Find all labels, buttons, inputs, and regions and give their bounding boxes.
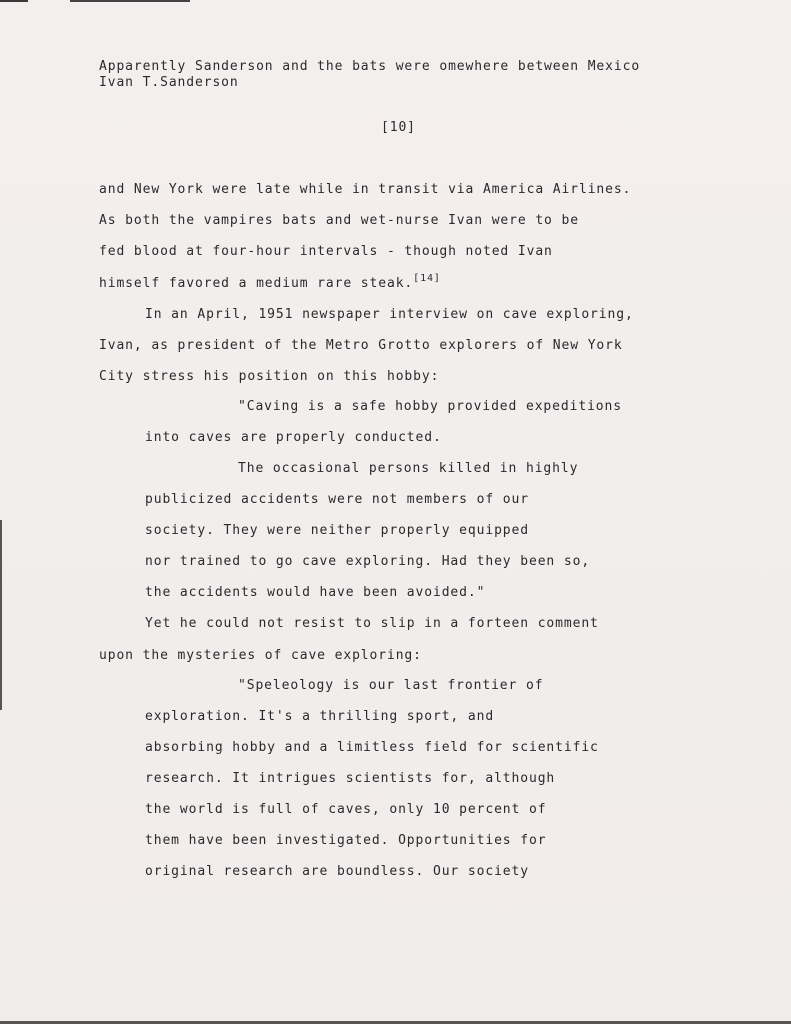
scan-left-edge bbox=[0, 520, 2, 710]
quote-line: into caves are properly conducted. bbox=[145, 430, 442, 445]
text-line: Ivan, as president of the Metro Grotto explorers of New York bbox=[99, 338, 623, 353]
page-number: [10] bbox=[381, 120, 416, 135]
quote-line: society. They were neither properly equipped bbox=[145, 523, 529, 538]
footnote-reference: [14] bbox=[413, 273, 441, 284]
text-line: upon the mysteries of cave exploring: bbox=[99, 648, 422, 663]
quote-line: absorbing hobby and a limitless field for scientific bbox=[145, 740, 599, 755]
header-line-2: Ivan T.Sanderson bbox=[99, 75, 239, 90]
quote-line: "Caving is a safe hobby provided expeditions bbox=[238, 399, 622, 414]
text-line: himself favored a medium rare steak. bbox=[99, 276, 414, 291]
quote-line: original research are boundless. Our society bbox=[145, 864, 529, 879]
text-line-with-footnote bbox=[99, 273, 441, 292]
paragraph-start: In an April, 1951 newspaper interview on cave exploring, bbox=[145, 307, 634, 322]
header-line-1: Apparently Sanderson and the bats were omewhere between Mexico bbox=[99, 59, 641, 74]
text-line: City stress his position on this hobby: bbox=[99, 369, 440, 384]
quote-line: the world is full of caves, only 10 percent of bbox=[145, 802, 547, 817]
quote-line: publicized accidents were not members of our bbox=[145, 492, 529, 507]
quote-line: research. It intrigues scientists for, although bbox=[145, 771, 556, 786]
quote-line: exploration. It's a thrilling sport, and bbox=[145, 709, 495, 724]
quote-line: The occasional persons killed in highly bbox=[238, 461, 579, 476]
quote-line: them have been investigated. Opportunities for bbox=[145, 833, 547, 848]
text-line: As both the vampires bats and wet-nurse Ivan were to be bbox=[99, 213, 579, 228]
quote-line: "Speleology is our last frontier of bbox=[238, 678, 544, 693]
paragraph-start: Yet he could not resist to slip in a forteen comment bbox=[145, 616, 599, 631]
scan-top-edge bbox=[0, 0, 791, 2]
quote-line: nor trained to go cave exploring. Had they been so, bbox=[145, 554, 591, 569]
text-line: fed blood at four-hour intervals - though noted Ivan bbox=[99, 244, 553, 259]
quote-line: the accidents would have been avoided." bbox=[145, 585, 486, 600]
text-line: and New York were late while in transit via America Airlines. bbox=[99, 182, 632, 197]
